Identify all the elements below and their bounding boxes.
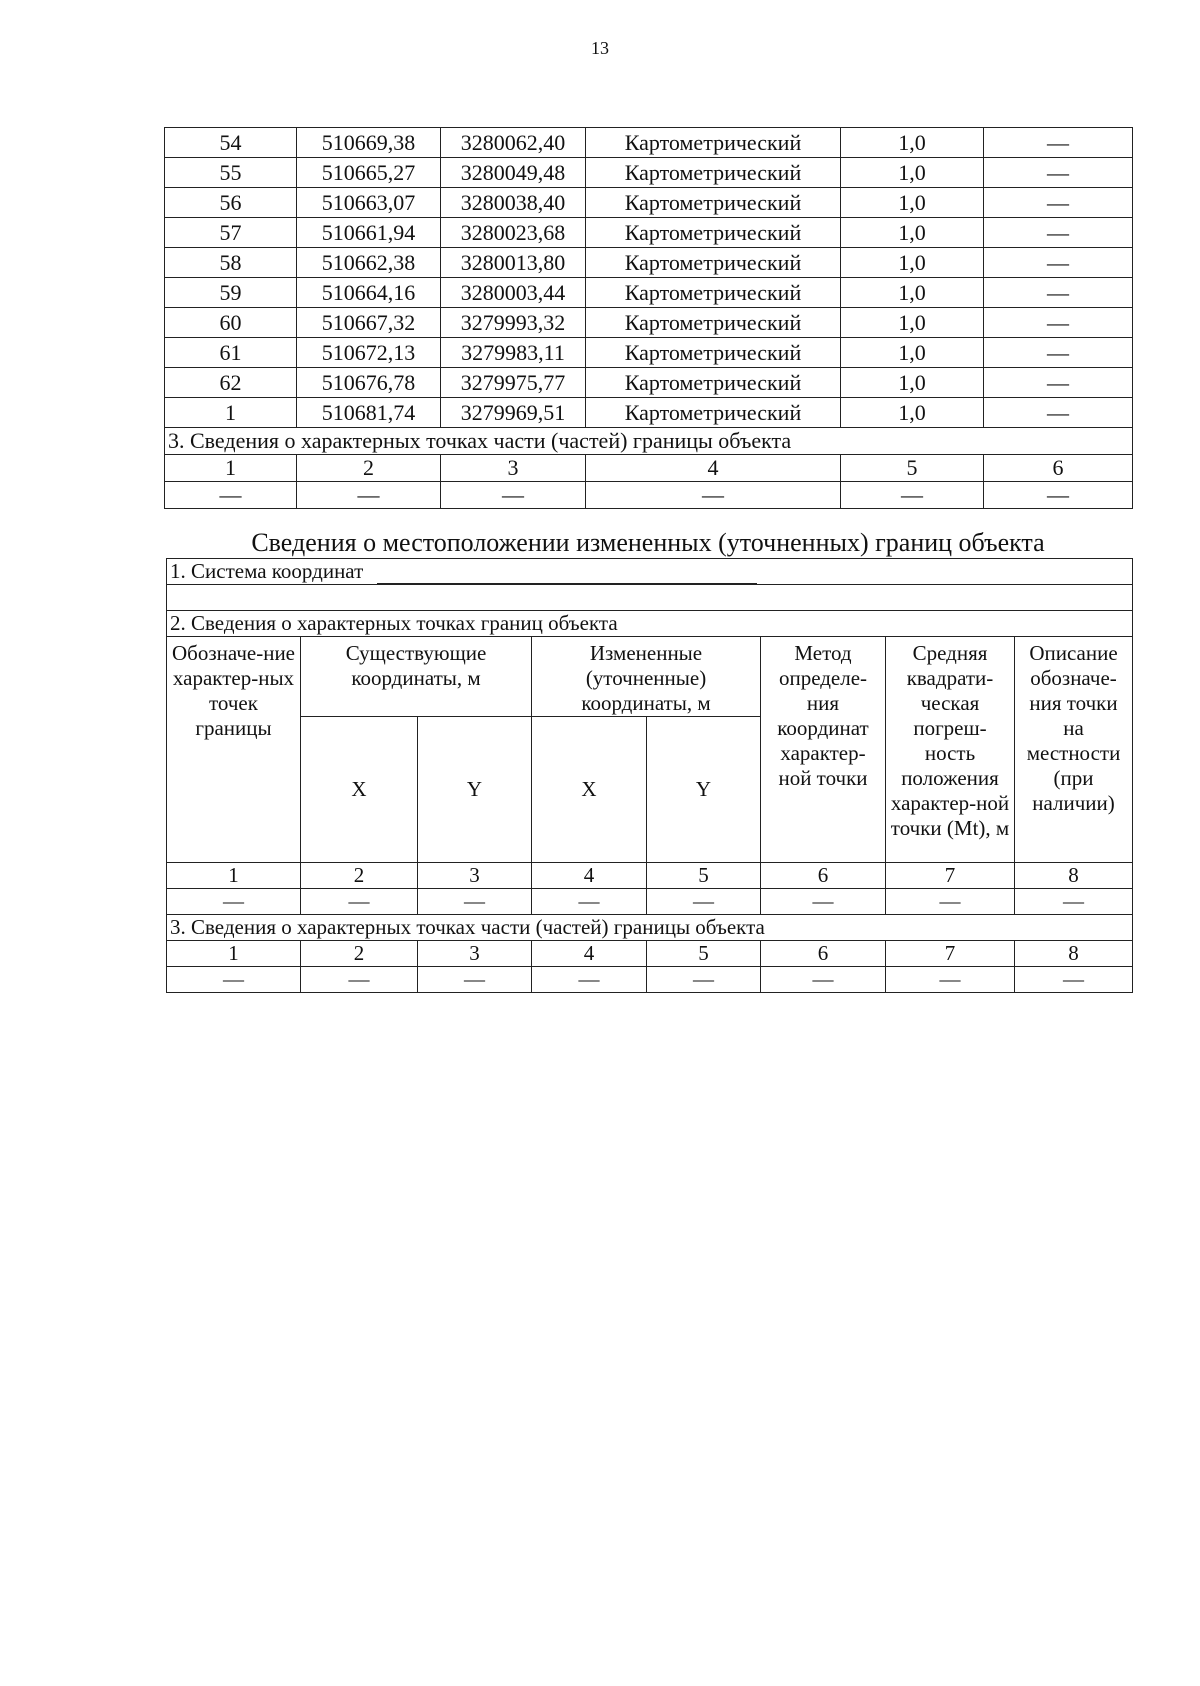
- dash-cell: —: [841, 482, 984, 509]
- description-cell: —: [984, 338, 1133, 368]
- section3-number-row: [167, 941, 1133, 967]
- dash-cell: —: [418, 967, 532, 993]
- coord-system-cell: [167, 559, 1133, 585]
- dash-cell: —: [886, 889, 1015, 915]
- dash-cell: —: [167, 967, 301, 993]
- column-number: 5: [647, 863, 761, 889]
- header-method: Метод определе-ния координат характер-ной точки: [761, 637, 886, 863]
- column-number: 8: [1015, 941, 1133, 967]
- dash-cell: —: [1015, 889, 1133, 915]
- method-cell: Картометрический: [586, 338, 841, 368]
- dash-cell: —: [532, 967, 647, 993]
- column-number: 7: [886, 863, 1015, 889]
- dash-cell: —: [761, 967, 886, 993]
- column-number-row: [167, 863, 1133, 889]
- dash-cell: —: [886, 967, 1015, 993]
- coord-x-cell: 510664,16: [297, 278, 441, 308]
- column-number: 4: [586, 455, 841, 482]
- method-cell: Картометрический: [586, 128, 841, 158]
- column-number: 2: [301, 941, 418, 967]
- table-row: [165, 308, 1133, 338]
- section3-title: 3. Сведения о характерных точках части (частей) границы объекта: [165, 428, 1133, 455]
- point-number-cell: 55: [165, 158, 297, 188]
- column-number: 5: [647, 941, 761, 967]
- column-number: 6: [761, 863, 886, 889]
- error-value-cell: 1,0: [841, 248, 984, 278]
- dash-cell: —: [301, 967, 418, 993]
- description-cell: —: [984, 308, 1133, 338]
- point-number-cell: 60: [165, 308, 297, 338]
- dash-cell: —: [647, 889, 761, 915]
- point-number-cell: 62: [165, 368, 297, 398]
- header-existing-coords: Существующие координаты, м: [301, 637, 532, 717]
- coord-x-cell: 510662,38: [297, 248, 441, 278]
- error-value-cell: 1,0: [841, 218, 984, 248]
- error-value-cell: 1,0: [841, 158, 984, 188]
- header-error: Средняя квадрати-ческая погреш-ность положения характер-ной точки (Mt), м: [886, 637, 1015, 863]
- header-existing-x: X: [301, 717, 418, 863]
- description-cell: —: [984, 248, 1133, 278]
- method-cell: Картометрический: [586, 188, 841, 218]
- error-value-cell: 1,0: [841, 368, 984, 398]
- column-number: 3: [418, 863, 532, 889]
- method-cell: Картометрический: [586, 158, 841, 188]
- point-number-cell: 1: [165, 398, 297, 428]
- point-number-cell: 58: [165, 248, 297, 278]
- section2-title-row: [167, 611, 1133, 637]
- boundary-points-table: [164, 127, 1133, 509]
- coord-x-cell: 510667,32: [297, 308, 441, 338]
- description-cell: —: [984, 158, 1133, 188]
- error-value-cell: 1,0: [841, 128, 984, 158]
- error-value-cell: 1,0: [841, 278, 984, 308]
- column-number: 6: [761, 941, 886, 967]
- coord-y-cell: 3279969,51: [441, 398, 586, 428]
- method-cell: Картометрический: [586, 308, 841, 338]
- section3-title: 3. Сведения о характерных точках части (частей) границы объекта: [167, 915, 1133, 941]
- coord-y-cell: 3280049,48: [441, 158, 586, 188]
- dash-cell: —: [647, 967, 761, 993]
- dash-cell: —: [532, 889, 647, 915]
- point-number-cell: 59: [165, 278, 297, 308]
- coord-y-cell: 3279975,77: [441, 368, 586, 398]
- coord-x-cell: 510661,94: [297, 218, 441, 248]
- error-value-cell: 1,0: [841, 398, 984, 428]
- description-cell: —: [984, 218, 1133, 248]
- table-row: [165, 278, 1133, 308]
- coord-x-cell: 510681,74: [297, 398, 441, 428]
- column-number: 1: [165, 455, 297, 482]
- coord-y-cell: 3279983,11: [441, 338, 586, 368]
- column-number: 6: [984, 455, 1133, 482]
- coord-y-cell: 3280023,68: [441, 218, 586, 248]
- coord-y-cell: 3280003,44: [441, 278, 586, 308]
- table-row: [165, 368, 1133, 398]
- method-cell: Картометрический: [586, 218, 841, 248]
- table-row: [165, 188, 1133, 218]
- header-row: [167, 637, 1133, 717]
- error-value-cell: 1,0: [841, 308, 984, 338]
- section3-number-row: [165, 455, 1133, 482]
- point-number-cell: 54: [165, 128, 297, 158]
- dash-cell: —: [984, 482, 1133, 509]
- table-row: [165, 398, 1133, 428]
- dash-row: [167, 889, 1133, 915]
- description-cell: —: [984, 128, 1133, 158]
- column-number: 5: [841, 455, 984, 482]
- dash-cell: —: [418, 889, 532, 915]
- point-number-cell: 56: [165, 188, 297, 218]
- coord-system-row: [167, 559, 1133, 585]
- column-number: 2: [301, 863, 418, 889]
- changed-boundaries-table: [166, 558, 1133, 993]
- page-number: 13: [591, 38, 609, 58]
- coord-system-blank-line: [377, 563, 757, 584]
- header-existing-y: Y: [418, 717, 532, 863]
- header-changed-x: X: [532, 717, 647, 863]
- column-number: 7: [886, 941, 1015, 967]
- method-cell: Картометрический: [586, 278, 841, 308]
- coord-x-cell: 510672,13: [297, 338, 441, 368]
- description-cell: —: [984, 278, 1133, 308]
- description-cell: —: [984, 368, 1133, 398]
- section3-dash-row: [165, 482, 1133, 509]
- header-changed-coords: Измененные (уточненные) координаты, м: [532, 637, 761, 717]
- coord-x-cell: 510665,27: [297, 158, 441, 188]
- dash-cell: —: [301, 889, 418, 915]
- error-value-cell: 1,0: [841, 338, 984, 368]
- description-cell: —: [984, 188, 1133, 218]
- dash-cell: —: [586, 482, 841, 509]
- method-cell: Картометрический: [586, 248, 841, 278]
- changed-boundaries-heading: Сведения о местоположении измененных (уточненных) границ объекта: [251, 528, 1045, 557]
- table-row: [165, 218, 1133, 248]
- point-number-cell: 57: [165, 218, 297, 248]
- coord-y-cell: 3279993,32: [441, 308, 586, 338]
- column-number: 1: [167, 863, 301, 889]
- section2-title: 2. Сведения о характерных точках границ объекта: [167, 611, 1133, 637]
- blank-cell: [167, 585, 1133, 611]
- column-number: 4: [532, 863, 647, 889]
- column-number: 3: [441, 455, 586, 482]
- method-cell: Картометрический: [586, 398, 841, 428]
- section3-title-row: [165, 428, 1133, 455]
- dash-cell: —: [297, 482, 441, 509]
- section3-title-row: [167, 915, 1133, 941]
- column-number: 8: [1015, 863, 1133, 889]
- coord-y-cell: 3280013,80: [441, 248, 586, 278]
- coord-x-cell: 510676,78: [297, 368, 441, 398]
- coord-y-cell: 3280038,40: [441, 188, 586, 218]
- error-value-cell: 1,0: [841, 188, 984, 218]
- header-designation: Обозначе-ние характер-ных точек границы: [167, 637, 301, 863]
- coord-y-cell: 3280062,40: [441, 128, 586, 158]
- coord-x-cell: 510669,38: [297, 128, 441, 158]
- table-row: [165, 158, 1133, 188]
- method-cell: Картометрический: [586, 368, 841, 398]
- dash-cell: —: [167, 889, 301, 915]
- column-number: 1: [167, 941, 301, 967]
- header-changed-y: Y: [647, 717, 761, 863]
- table-row: [165, 248, 1133, 278]
- coord-system-label: 1. Система координат: [170, 559, 364, 583]
- section3-dash-row: [167, 967, 1133, 993]
- coord-x-cell: 510663,07: [297, 188, 441, 218]
- dash-cell: —: [1015, 967, 1133, 993]
- blank-row: [167, 585, 1133, 611]
- table-row: [165, 338, 1133, 368]
- table-row: [165, 128, 1133, 158]
- dash-cell: —: [165, 482, 297, 509]
- dash-cell: —: [441, 482, 586, 509]
- dash-cell: —: [761, 889, 886, 915]
- description-cell: —: [984, 398, 1133, 428]
- point-number-cell: 61: [165, 338, 297, 368]
- column-number: 4: [532, 941, 647, 967]
- column-number: 2: [297, 455, 441, 482]
- column-number: 3: [418, 941, 532, 967]
- header-description: Описание обозначе-ния точки на местности (при наличии): [1015, 637, 1133, 863]
